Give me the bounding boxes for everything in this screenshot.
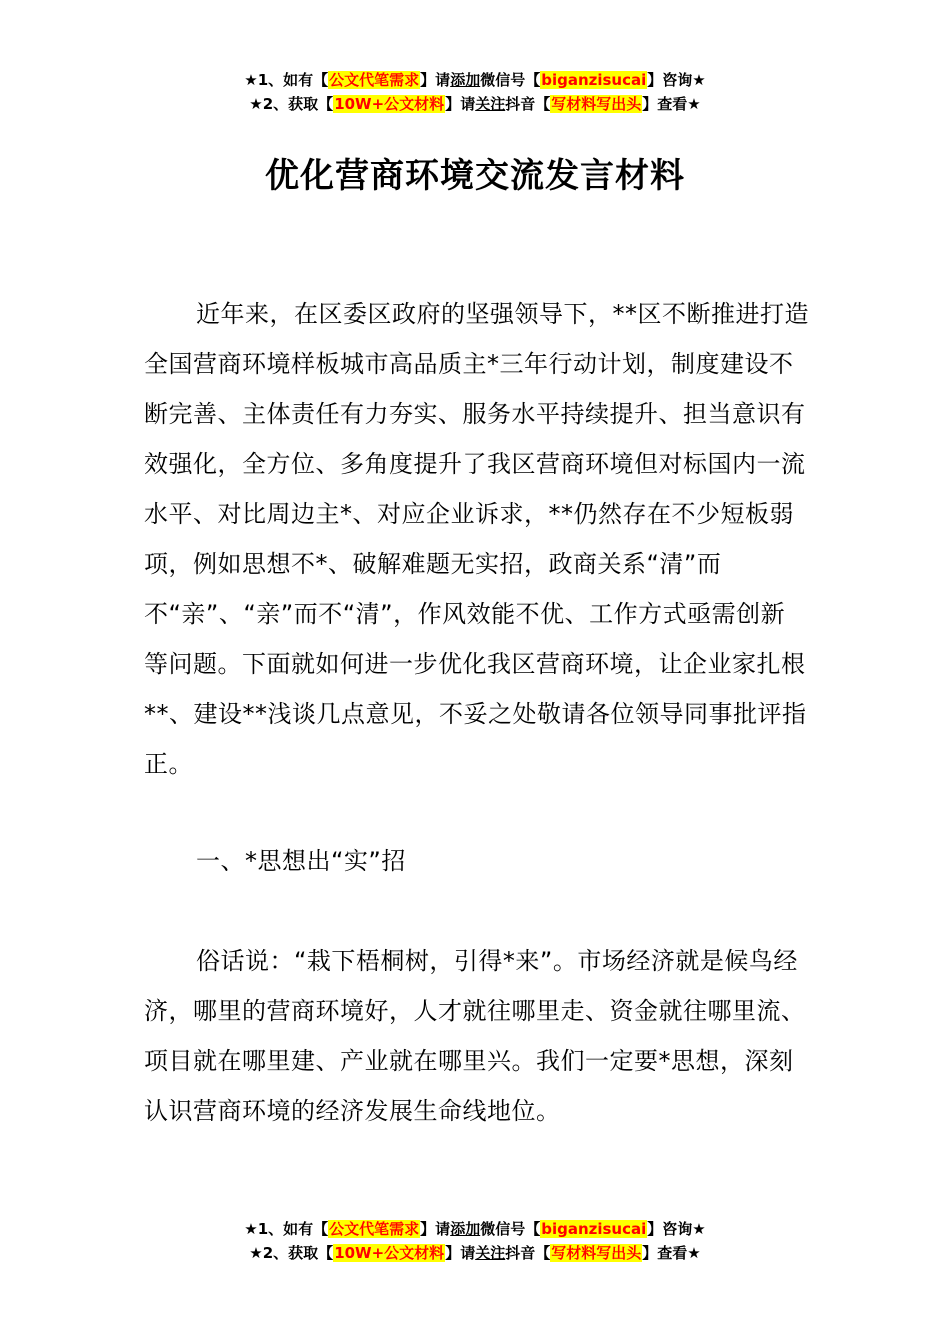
banner-highlight: 10W+公文材料 (334, 1244, 445, 1262)
header-banner (0, 68, 950, 116)
banner-underlined: 关注 (475, 1244, 506, 1262)
banner-text: 】查看★ (642, 95, 701, 113)
banner-text: ★1、如有【 (244, 71, 329, 89)
banner-line-1 (0, 68, 950, 92)
banner-text: 微信号【 (480, 71, 541, 89)
banner-text: ★1、如有【 (244, 1220, 329, 1238)
banner-wechat-id: biganzisucai (541, 71, 647, 89)
banner-text: 】请 (420, 1220, 451, 1238)
banner-text: 抖音【 (505, 95, 551, 113)
banner-line-1 (0, 1217, 950, 1241)
banner-text: 微信号【 (480, 1220, 541, 1238)
banner-highlight: 10W+公文材料 (334, 95, 445, 113)
banner-text: ★2、获取【 (249, 95, 334, 113)
banner-text: 】咨询★ (647, 1220, 706, 1238)
banner-douyin-account: 写材料写出头 (551, 1244, 642, 1262)
banner-text: 】咨询★ (647, 71, 706, 89)
banner-highlight: 公文代笔需求 (329, 1220, 420, 1238)
banner-text: 】请 (445, 95, 476, 113)
banner-douyin-account: 写材料写出头 (551, 95, 642, 113)
banner-text: 】请 (420, 71, 451, 89)
banner-underlined: 添加 (450, 71, 481, 89)
banner-line-2 (0, 1241, 950, 1265)
banner-text: 抖音【 (505, 1244, 551, 1262)
banner-line-2 (0, 92, 950, 116)
banner-wechat-id: biganzisucai (541, 1220, 647, 1238)
banner-highlight: 公文代笔需求 (329, 71, 420, 89)
body-paragraph-1: 近年来，在区委区政府的坚强领导下，**区不断推进打造全国营商环境样板城市高品质主*三年行动计划，制度建设不断完善、主体责任有力夯实、服务水平持续提升、担当意识有效强化，全方位、多角度提升了我区营商环境但对标国内一流水平、对比周边主*、对应企业诉求，**仍然存在不少短板弱项，例如思想不*、破解难题无实招，政商关系“清”而不“亲”、“亲”而不“清”，作风效能不优、工作方式亟需创新等问题。下面就如何进一步优化我区营商环境，让企业家扎根**、建设**浅谈几点意见，不妥之处敬请各位领导同事批评指正。 (144, 300, 809, 778)
banner-text: ★2、获取【 (249, 1244, 334, 1262)
banner-underlined: 关注 (475, 95, 506, 113)
banner-text: 】请 (445, 1244, 476, 1262)
body-paragraph-2: 俗话说：“栽下梧桐树，引得*来”。市场经济就是候鸟经济，哪里的营商环境好，人才就往哪里走、资金就往哪里流、项目就在哪里建、产业就在哪里兴。我们一定要*思想，深刻认识营商环境的经济发展生命线地位。 (144, 947, 806, 1125)
document-title: 优化营商环境交流发言材料 (265, 156, 685, 196)
footer-banner (0, 1217, 950, 1265)
section-heading-1: 一、*思想出“实”招 (196, 847, 406, 875)
banner-text: 】查看★ (642, 1244, 701, 1262)
banner-underlined: 添加 (450, 1220, 481, 1238)
